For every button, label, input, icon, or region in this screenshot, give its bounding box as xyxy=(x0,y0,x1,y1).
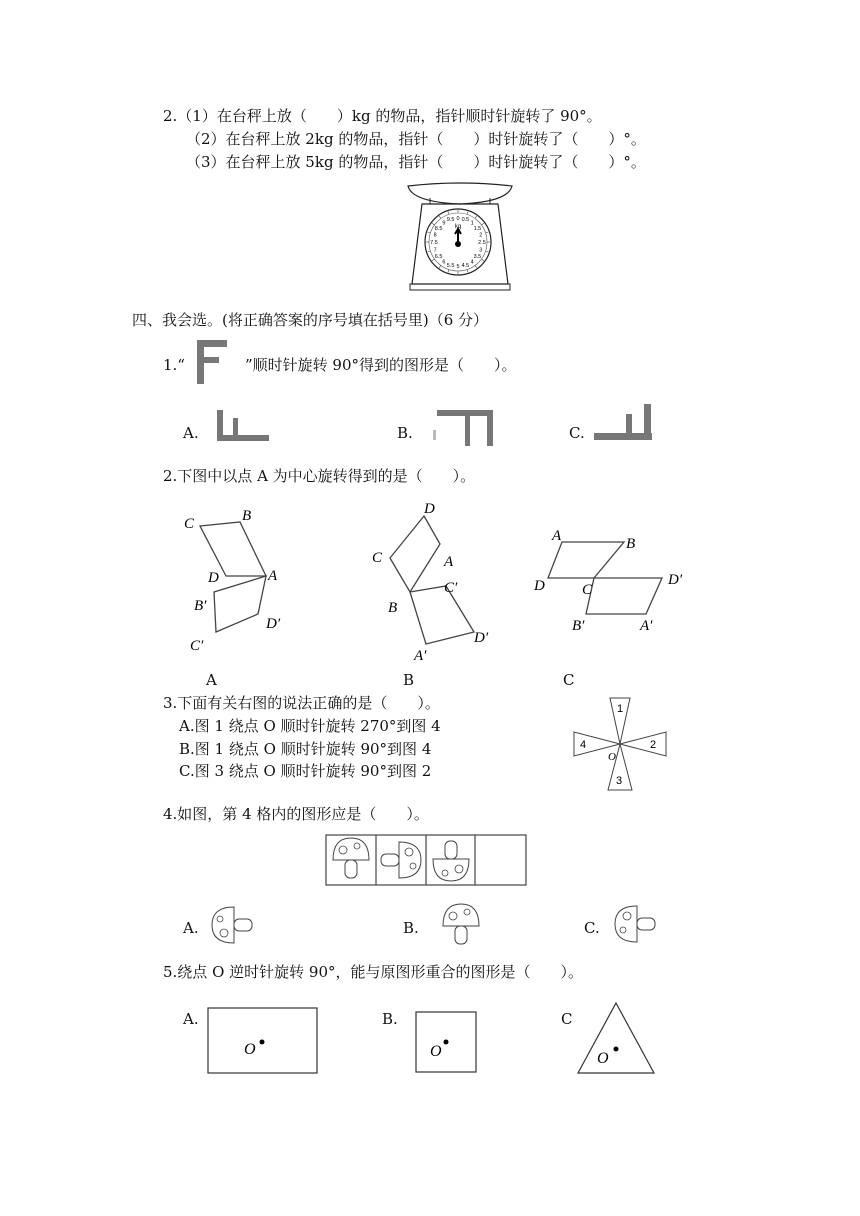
s4q5-opt-b: B. xyxy=(382,1010,398,1028)
scale-figure xyxy=(400,180,520,292)
label-c: C xyxy=(372,550,383,566)
scale-tick-label: 1.5 xyxy=(473,225,482,232)
scale-tick-label: 1 xyxy=(470,220,474,227)
scale-tick-label: 5.5 xyxy=(446,262,455,269)
label-d: D xyxy=(208,570,219,586)
scale-tick-label: 5 xyxy=(456,264,460,270)
s4q4-opt-a: A. xyxy=(183,919,199,937)
pinwheel-label-2: 2 xyxy=(650,739,657,751)
label-d-prime: D′ xyxy=(474,630,489,646)
scale-tick-label: 2.5 xyxy=(478,240,486,246)
pinwheel-figure xyxy=(570,694,670,794)
s4q4-opt-c: C. xyxy=(584,919,600,937)
mushroom-option-b-icon xyxy=(436,898,486,950)
label-d: D xyxy=(424,501,435,517)
mushroom-option-a-icon xyxy=(204,900,260,950)
scale-tick-label: 2 xyxy=(479,232,483,239)
s4q3-text: 3.下面有关右图的说法正确的是（ ）。 xyxy=(163,694,440,712)
label-b-prime: B′ xyxy=(194,598,207,614)
scale-tick-label: 9 xyxy=(442,220,446,227)
s4q3-opt-c: C.图 3 绕点 O 顺时针旋转 90°到图 2 xyxy=(179,762,432,780)
mushroom-icon-2 xyxy=(381,842,421,878)
fig-a-caption: A xyxy=(206,671,217,689)
s4q1-suffix: ”顺时针旋转 90°得到的图形是（ ）。 xyxy=(245,356,517,374)
label-c: C xyxy=(582,582,593,598)
scale-tick-label: 3.5 xyxy=(473,254,482,261)
scale-tick-label: 0 xyxy=(456,216,460,222)
label-a: A xyxy=(552,528,562,544)
pinwheel-label-3: 3 xyxy=(616,775,623,787)
section4-title: 四、我会选。(将正确答案的序号填在括号里)（6 分） xyxy=(132,311,489,329)
triangle-figure xyxy=(576,1001,656,1075)
scale-tick-label: 0.5 xyxy=(461,217,470,224)
pinwheel-label-1: 1 xyxy=(617,703,624,715)
label-b: B xyxy=(242,508,252,524)
label-a: A xyxy=(268,568,278,584)
label-c-prime: C′ xyxy=(190,638,204,654)
label-c: C xyxy=(184,516,195,532)
rotation-figure-c xyxy=(530,520,700,640)
scale-tick-label: 4 xyxy=(470,259,474,266)
label-c-prime: C′ xyxy=(444,580,458,596)
scale-tick-label: 7.5 xyxy=(430,240,438,246)
rotation-figure-b xyxy=(366,496,506,666)
label-a-prime: A′ xyxy=(640,618,653,634)
scale-tick-label: 7 xyxy=(433,247,437,254)
rectangle-figure xyxy=(207,1007,319,1075)
fig-b-caption: B xyxy=(403,671,415,689)
scale-tick-label: 3 xyxy=(479,247,483,254)
pinwheel-label-4: 4 xyxy=(580,739,587,751)
scale-tick-label: 9.5 xyxy=(446,217,455,224)
center-label: O xyxy=(430,1043,442,1060)
s4q2-text: 2.下图中以点 A 为中心旋转得到的是（ ）。 xyxy=(163,467,476,485)
s4q1-opt-c: C. xyxy=(569,424,585,442)
f-shape-icon xyxy=(195,338,229,386)
center-label: O xyxy=(597,1050,609,1067)
square-figure xyxy=(415,1011,479,1075)
mushroom-option-c-icon xyxy=(605,898,665,950)
s4q1-opt-a: A. xyxy=(183,424,199,442)
fig-c-caption: C xyxy=(563,671,575,689)
mushroom-icon-1 xyxy=(333,838,369,878)
scale-tick-label: 6 xyxy=(442,259,446,266)
s4q3-opt-b: B.图 1 绕点 O 顺时针旋转 90°到图 4 xyxy=(179,740,432,758)
pinwheel-center-label: O xyxy=(608,751,616,763)
q2-line3: （3）在台秤上放 5kg 的物品，指针（ ）时针旋转了（ ）°。 xyxy=(186,153,646,171)
s4q4-text: 4.如图，第 4 格内的图形应是（ ）。 xyxy=(163,805,429,823)
s4q5-text: 5.绕点 O 逆时针旋转 90°，能与原图形重合的图形是（ ）。 xyxy=(163,963,584,981)
q2-line2: （2）在台秤上放 2kg 的物品，指针（ ）时针旋转了（ ）°。 xyxy=(186,130,646,148)
opt-b-shape-icon xyxy=(433,408,497,448)
s4q1-prefix: 1.“ xyxy=(163,356,185,374)
scale-tick-label: 8.5 xyxy=(434,225,443,232)
scale-tick-label: 4.5 xyxy=(461,262,470,269)
q2-line1: 2.（1）在台秤上放（ ）kg 的物品，指针顺时针旋转了 90°。 xyxy=(163,107,602,125)
scale-tick-label: 8 xyxy=(433,232,437,239)
center-label: O xyxy=(244,1041,256,1058)
label-d-prime: D′ xyxy=(266,616,281,632)
s4q3-opt-a: A.图 1 绕点 O 顺时针旋转 270°到图 4 xyxy=(179,717,441,735)
scale-tick-label: 6.5 xyxy=(434,254,443,261)
s4q4-opt-b: B. xyxy=(403,919,419,937)
label-b: B xyxy=(626,536,636,552)
s4q5-opt-c: C xyxy=(561,1010,573,1028)
label-b: B xyxy=(388,600,398,616)
s4q1-opt-b: B. xyxy=(397,424,413,442)
rotation-figure-a xyxy=(178,500,298,660)
label-d: D xyxy=(534,578,545,594)
opt-a-shape-icon xyxy=(215,408,271,444)
label-b-prime: B′ xyxy=(572,618,585,634)
label-a: A xyxy=(444,554,454,570)
label-d-prime: D′ xyxy=(668,572,683,588)
label-a-prime: A′ xyxy=(414,648,427,664)
mushroom-icon-3 xyxy=(433,841,469,881)
scale-unit: kg xyxy=(454,224,462,230)
s4q5-opt-a: A. xyxy=(183,1010,199,1028)
mushroom-sequence xyxy=(325,834,527,886)
opt-c-shape-icon xyxy=(594,402,654,442)
